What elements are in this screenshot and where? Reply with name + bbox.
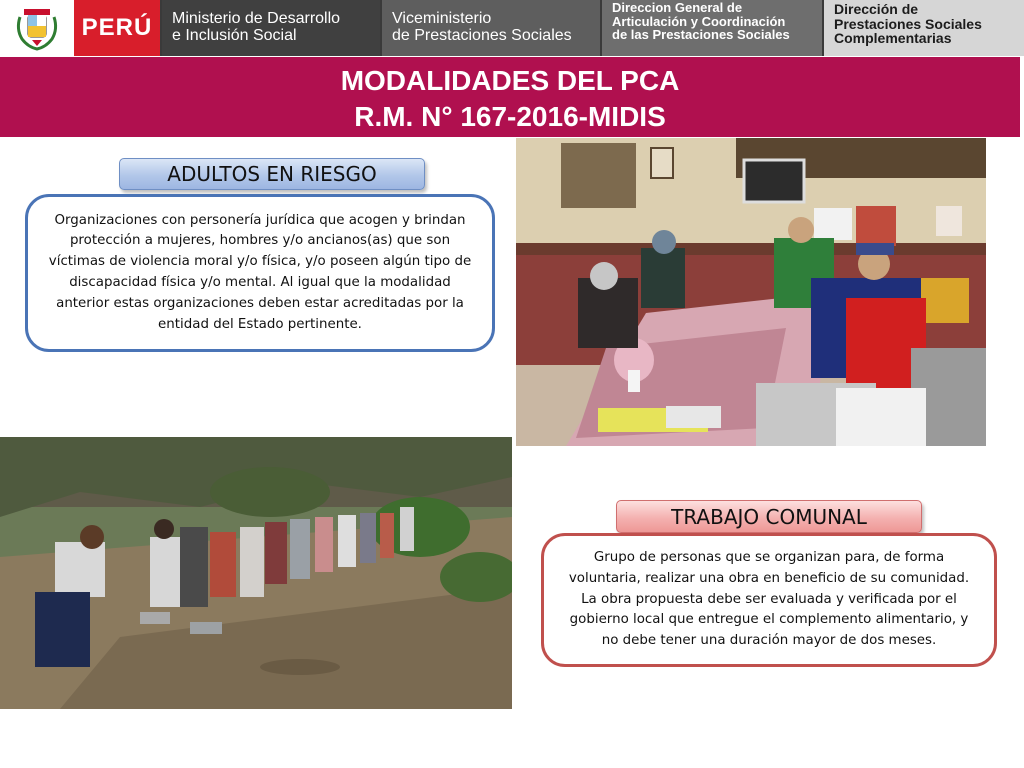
adults-at-risk-description: Organizaciones con personería jurídica que acogen y brindan protección a mujeres, hombres y/o ancianos(as) que son víctimas de violencia moral y/o física, y/o poseen algún tipo de discapacidad física y/o mental. Al igual que la modalidad anterior estas organizaciones deben estar acreditadas por la entidad del Estado pertinente. xyxy=(48,212,472,332)
top-header xyxy=(0,0,1024,56)
general-direction-name xyxy=(602,0,822,56)
title-band xyxy=(0,57,1020,137)
direction-name xyxy=(824,0,1024,56)
page-title: MODALIDADES DEL PCA xyxy=(340,65,680,96)
peru-coat-of-arms-icon xyxy=(14,5,60,51)
ministry-name xyxy=(162,0,380,56)
community-work-description: Grupo de personas que se organizan para, de forma voluntaria, realizar una obra en beneficio de su comunidad. La obra propuesta debe ser evaluada y verificada por el gobierno local que entregue el complemento alimentario, y no debe tener una duración mayor de dos meses. xyxy=(568,550,970,649)
seal-container xyxy=(0,0,74,56)
direction-text: Dirección de Prestaciones Sociales Complementarias xyxy=(834,1,982,47)
general-direction-text: Direccion General de Articulación y Coordinación de las Prestaciones Sociales xyxy=(612,0,790,43)
community-work-description-box xyxy=(541,533,997,667)
vice-ministry-name xyxy=(382,0,600,56)
ministry-text: Ministerio de Desarrollo e Inclusión Social xyxy=(172,10,341,44)
elderly-group-photo-drawing xyxy=(516,138,986,446)
vice-ministry-text: Viceministerio de Prestaciones Sociales xyxy=(392,10,572,44)
adults-at-risk-description-box xyxy=(25,194,495,352)
page-subtitle: R.M. N° 167-2016-MIDIS xyxy=(354,101,666,132)
community-work-label: TRABAJO COMUNAL xyxy=(616,500,922,533)
elderly-group-photo xyxy=(516,138,986,446)
country-name: PERÚ xyxy=(74,0,160,56)
community-work-photo-drawing xyxy=(0,437,512,709)
adults-at-risk-label: ADULTOS EN RIESGO xyxy=(119,158,425,190)
community-work-photo xyxy=(0,437,512,709)
